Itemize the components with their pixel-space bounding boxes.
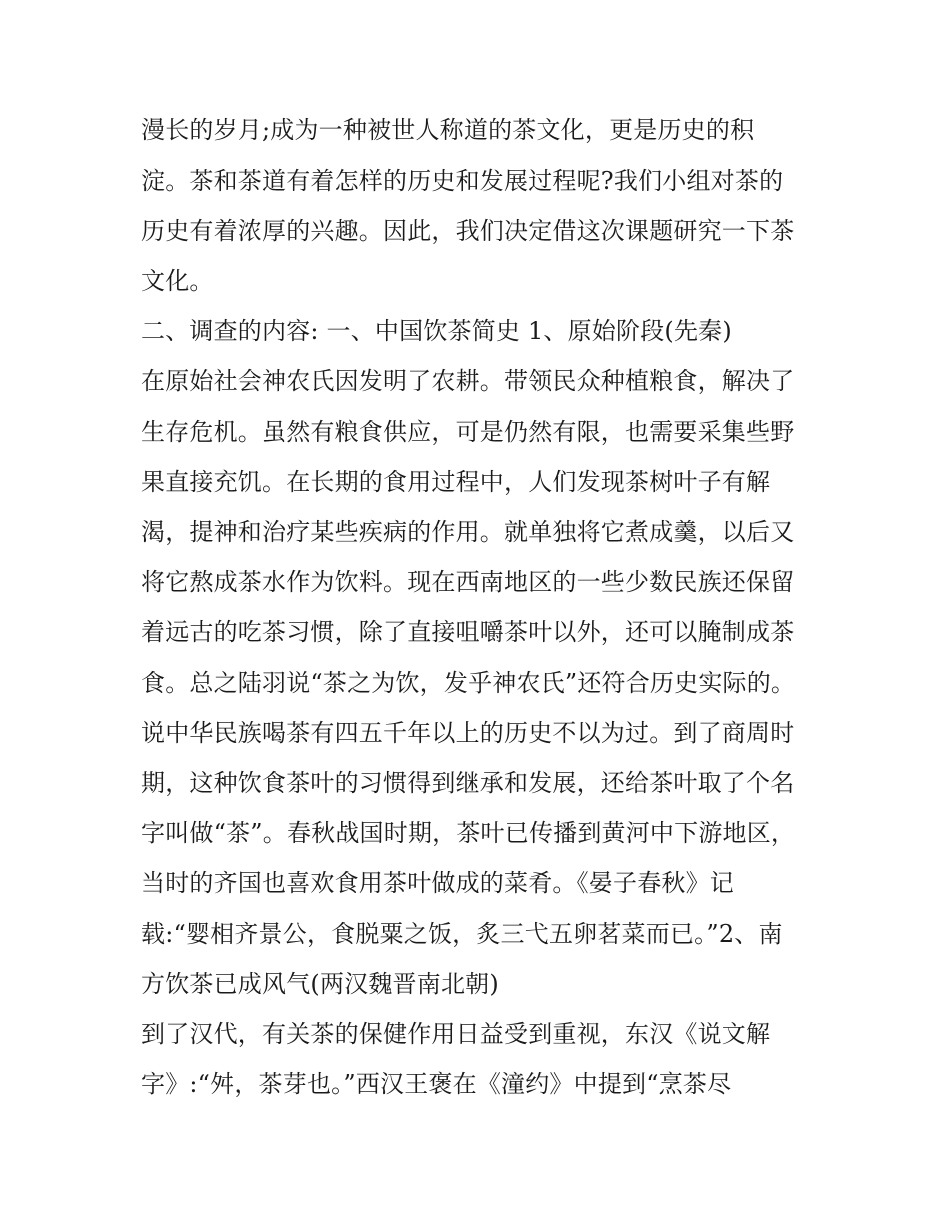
text-line: 字叫做“茶”。春秋战国时期，茶叶已传播到黄河中下游地区， — [141, 819, 796, 847]
text-line: 期，这种饮食茶叶的习惯得到继承和发展，还给茶叶取了个名 — [141, 769, 795, 797]
section-heading: 方饮茶已成风气(两汉魏晋南北朝) — [141, 970, 499, 998]
text-line: 淀。茶和茶道有着怎样的历史和发展过程呢?我们小组对茶的 — [141, 167, 784, 195]
text-line: 将它熬成茶水作为饮料。现在西南地区的一些少数民族还保留 — [141, 568, 795, 596]
text-line: 渴，提神和治疗某些疾病的作用。就单独将它煮成羹，以后又 — [141, 518, 795, 546]
text-line: 当时的齐国也喜欢食用茶叶做成的菜肴。《晏子春秋》记 — [141, 869, 734, 897]
text-line: 字》:“舛，茶芽也。”西汉王褒在《潼约》中提到“烹茶尽 — [141, 1070, 732, 1098]
text-line: 载:“婴相齐景公，食脱粟之饭，炙三弋五卵茗菜而已。”2、南 — [141, 920, 783, 948]
text-line: 生存危机。虽然有粮食供应，可是仍然有限，也需要采集些野 — [141, 418, 795, 446]
text-line: 说中华民族喝茶有四五千年以上的历史不以为过。到了商周时 — [141, 719, 795, 747]
text-line: 漫长的岁月;成为一种被世人称道的茶文化，更是历史的积 — [141, 116, 755, 144]
text-line: 果直接充饥。在长期的食用过程中，人们发现茶树叶子有解 — [141, 468, 771, 496]
text-line: 文化。 — [141, 267, 214, 295]
text-line: 到了汉代，有关茶的保健作用日益受到重视，东汉《说文解 — [141, 1020, 771, 1048]
text-line: 在原始社会神农氏因发明了农耕。带领民众种植粮食，解决了 — [141, 367, 795, 395]
section-heading: 二、调查的内容: 一、中国饮茶简史 1、原始阶段(先秦) — [141, 317, 732, 345]
text-line: 历史有着浓厚的兴趣。因此，我们决定借这次课题研究一下茶 — [141, 217, 795, 245]
text-line: 着远古的吃茶习惯，除了直接咀嚼茶叶以外，还可以腌制成茶 — [141, 618, 795, 646]
text-line: 食。总之陆羽说“茶之为饮，发乎神农氏”还符合历史实际的。 — [141, 669, 796, 697]
